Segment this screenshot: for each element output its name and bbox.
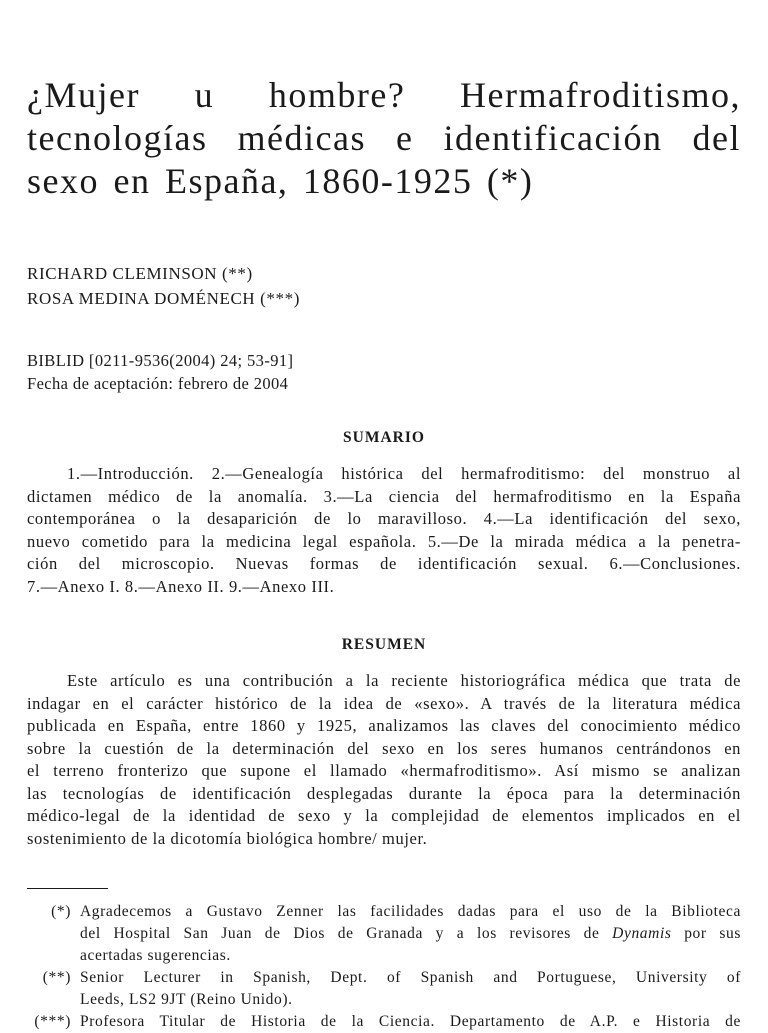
title-line: tecnologías médicas e identificación del [27,118,741,158]
footnote-mark: (*) [51,903,71,920]
title-line: ¿Mujer u hombre? Hermafroditismo, [27,75,741,115]
resumen-line: indagar en el carácter histórico de la idea de «sexo». A través de la literatura médica [27,693,741,713]
footnote-line: Senior Lecturer in Spanish, Dept. of Spanish and Portuguese, University of [80,969,741,986]
footnote [27,1011,741,1033]
sumario-line: ción del microscopio. Nuevas formas de identificación sexual. 6.—Conclusiones. [27,554,741,573]
sumario-line: 1.—Introducción. 2.—Genealogía histórica del hermafroditismo: del monstruo al [67,464,741,483]
author-name: ROSA MEDINA DOMÉNECH (***) [27,289,300,308]
title-line: sexo en España, 1860-1925 (*) [27,161,534,201]
footnote-line: del Hospital San Juan de Dios de Granada y a los revisores de Dynamis por sus [80,925,741,942]
sumario-text [27,463,741,598]
author-list [27,261,300,311]
resumen-line: el terreno fronterizo que supone el llamado «hermafroditismo». Así mismo se analizan [27,761,741,780]
article-title [27,74,741,203]
author-name: RICHARD CLEMINSON (**) [27,264,253,283]
bibliographic-info [27,349,293,395]
resumen-line: Este artículo es una contribución a la reciente historiográfica médica que trata de [67,671,741,690]
biblid-line: BIBLID [0211-9536(2004) 24; 53-91] [27,351,294,370]
acceptance-date: Fecha de aceptación: febrero de 2004 [27,374,289,393]
resumen-line: las tecnologías de identificación desplegadas durante la época para la determinación [27,783,741,803]
resumen-line: médico-legal de la identidad de sexo y la complejidad de elementos implicados en el [27,806,741,825]
footnote-line: Agradecemos a Gustavo Zenner las facilidades dadas para el uso de la Biblioteca [80,903,741,920]
footnotes [27,901,741,1033]
resumen-line: sobre la cuestión de la determinación del sexo en los seres humanos centrándonos en [27,738,741,758]
sumario-line: nuevo cometido para la medicina legal española. 5.—De la mirada médica a la penetra- [27,531,741,551]
sumario-line: contemporánea o la desaparición de lo maravilloso. 4.—La identificación del sexo, [27,509,741,528]
sumario-line: dictamen médico de la anomalía. 3.—La ciencia del hermafroditismo en la España [27,486,741,506]
footnote-mark: (***) [34,1013,71,1030]
footnote-line: acertadas sugerencias. [80,947,231,964]
footnote [27,967,741,1011]
footnote-line: Profesora Titular de Historia de la Ciencia. Departamento de A.P. e Historia de [80,1013,741,1030]
footnote-mark: (**) [42,969,71,986]
sumario-line: 7.—Anexo I. 8.—Anexo II. 9.—Anexo III. [27,576,335,596]
resumen-heading: RESUMEN [341,636,427,653]
resumen-line: sostenimiento de la dicotomía biológica hombre/ mujer. [27,828,428,848]
footnote-line: Leeds, LS2 9JT (Reino Unido). [80,991,293,1008]
sumario-heading: SUMARIO [343,429,425,446]
resumen-line: publicada en España, entre 1860 y 1925, analizamos las claves del conocimiento médico [27,716,741,735]
footnote [27,901,741,967]
footnote-separator [27,888,108,889]
resumen-text [27,670,741,850]
